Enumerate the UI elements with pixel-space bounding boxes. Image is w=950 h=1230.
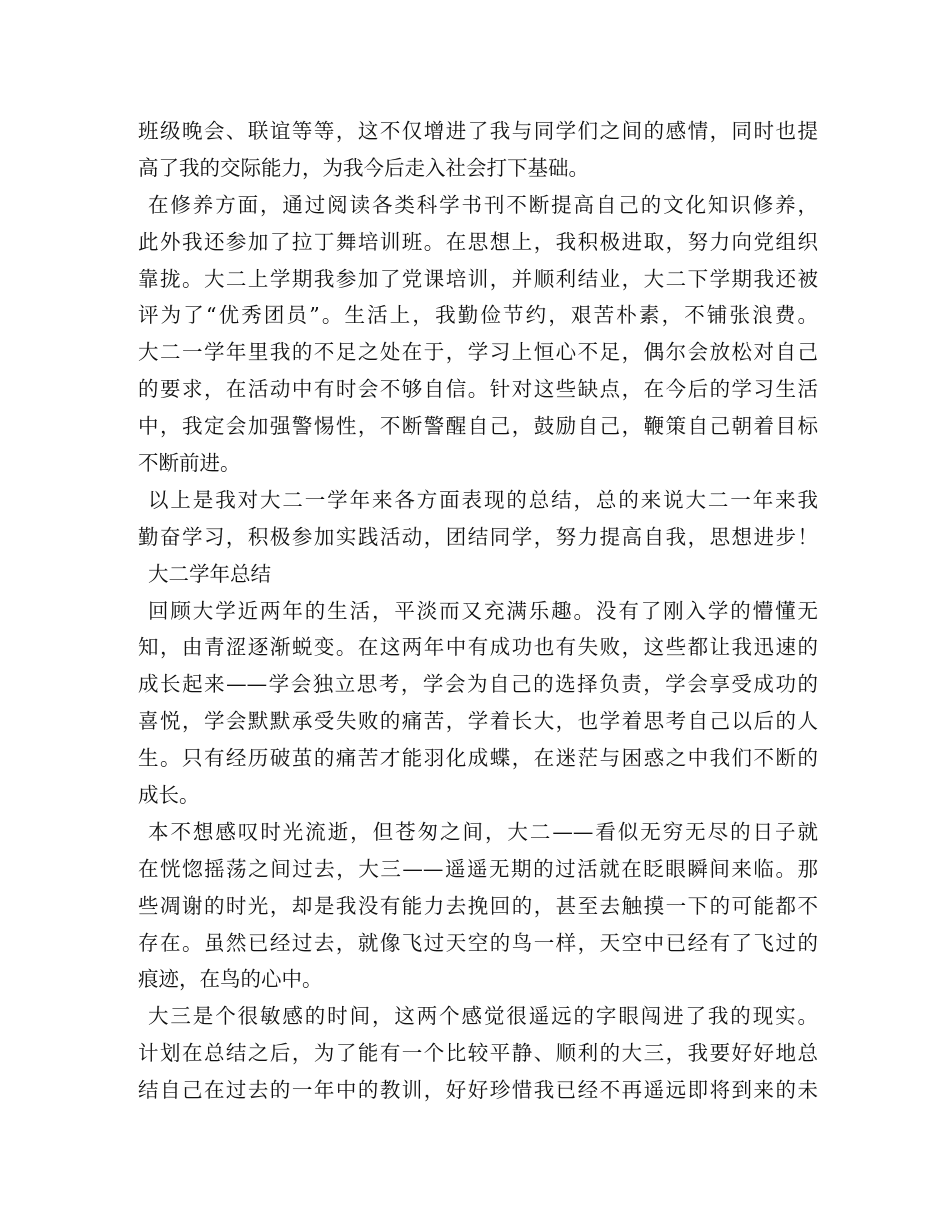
text-line-10: 不断前进。 [138,451,241,476]
text-line-2: 高了我的交际能力，为我今后走入社会打下基础。 [138,155,589,180]
text-line-8: 的要求，在活动中有时会不够自信。针对这些缺点，在今后的学习生活 [138,377,818,402]
text-line-1: 班级晚会、联谊等等，这不仅增进了我与同学们之间的感情，同时也提 [138,119,818,143]
text-line-20: 本不想感叹时光流逝，但苍匆之间，大二——看似无穷无尽的日子就 [148,819,818,844]
text-line-17: 喜悦，学会默默承受失败的痛苦，学着长大，也学着思考自己以后的人 [138,709,818,734]
text-line-26: 计划在总结之后，为了能有一个比较平静、顺利的大三，我要好好地总 [138,1041,818,1066]
document-body [138,113,818,1109]
text-line-3: 在修养方面，通过阅读各类科学书刊不断提高自己的文化知识修养， [148,192,818,217]
text-line-14: 回顾大学近两年的生活，平淡而又充满乐趣。没有了刚入学的懵懂无 [148,598,818,623]
text-line-6: 评为了“优秀团员”。生活上，我勤俭节约，艰苦朴素，不铺张浪费。 [138,303,818,328]
text-line-7: 大二一学年里我的不足之处在于，学习上恒心不足，偶尔会放松对自己 [138,340,818,365]
text-line-22: 些凋谢的时光，却是我没有能力去挽回的，甚至去触摸一下的可能都不 [138,893,818,918]
section-heading: 大二学年总结 [148,561,271,586]
text-line-18: 生。只有经历破茧的痛苦才能羽化成蝶，在迷茫与困惑之中我们不断的 [138,746,818,771]
text-line-16: 成长起来——学会独立思考，学会为自己的选择负责，学会享受成功的 [138,672,818,697]
text-line-19: 成长。 [138,783,200,808]
text-line-27: 结自己在过去的一年中的教训，好好珍惜我已经不再遥远即将到来的未 [138,1078,818,1103]
text-line-4: 此外我还参加了拉丁舞培训班。在思想上，我积极进取，努力向党组织 [138,229,818,254]
text-line-25: 大三是个很敏感的时间，这两个感觉很遥远的字眼闯进了我的现实。 [148,1004,818,1029]
text-line-11: 以上是我对大二一学年来各方面表现的总结，总的来说大二一年来我 [148,487,818,512]
text-line-15: 知，由青涩逐渐蜕变。在这两年中有成功也有失败，这些都让我迅速的 [138,635,818,660]
text-line-9: 中，我定会加强警惕性，不断警醒自己，鼓励自己，鞭策自己朝着目标 [138,414,818,439]
text-line-24: 痕迹，在鸟的心中。 [138,967,323,992]
text-line-5: 靠拢。大二上学期我参加了党课培训，并顺利结业，大二下学期我还被 [138,266,818,291]
text-line-12: 勤奋学习，积极参加实践活动，团结同学，努力提高自我，思想进步！ [138,524,818,549]
text-line-21: 在恍惚摇荡之间过去，大三——遥遥无期的过活就在眨眼瞬间来临。那 [138,856,818,881]
text-line-23: 存在。虽然已经过去，就像飞过天空的鸟一样，天空中已经有了飞过的 [138,930,818,955]
